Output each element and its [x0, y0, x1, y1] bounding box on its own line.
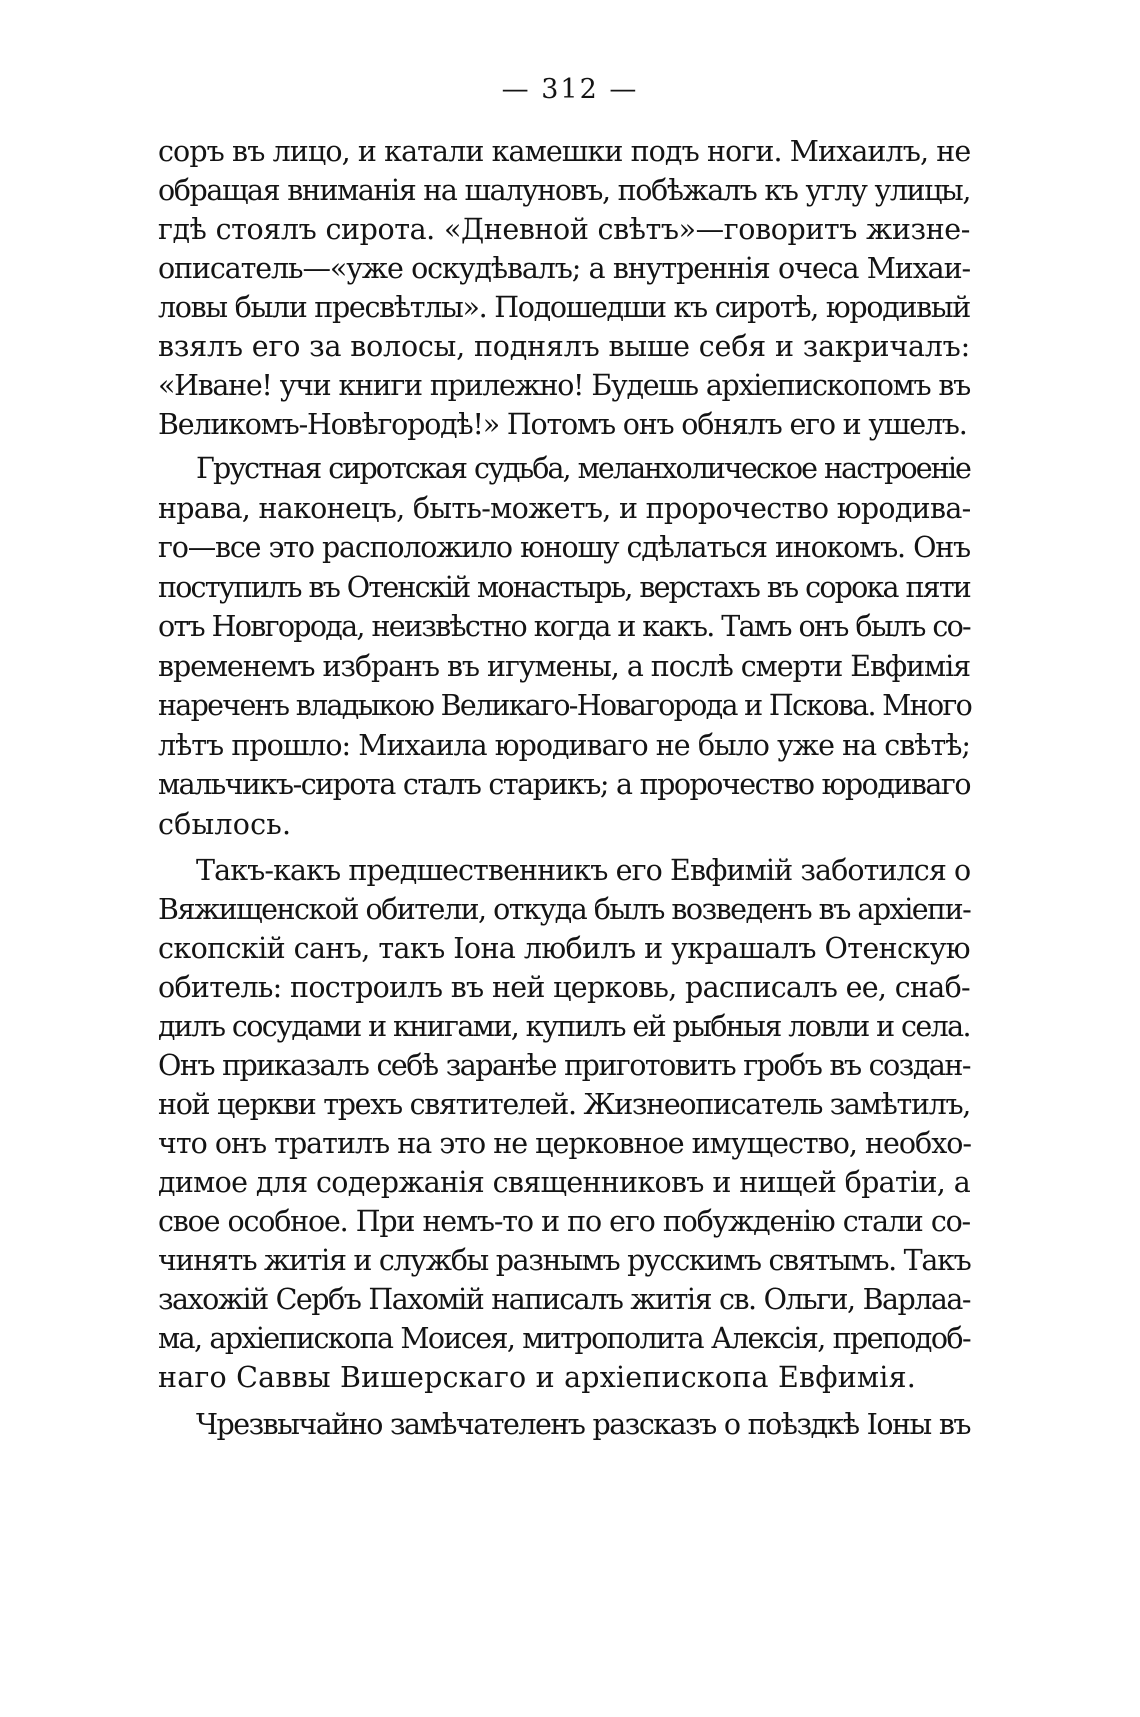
text-line: Чрезвычайно замѣчателенъ разсказъ о поѣздкѣ Іоны въ [196, 1408, 970, 1441]
text-line: обращая вниманія на шалуновъ, побѣжалъ къ углу улицы, [158, 174, 970, 207]
text-line: захожій Сербъ Пахомій написалъ житія св. Ольги, Варлаа- [158, 1283, 970, 1316]
text-line: наго Саввы Вишерскаго и архіепископа Евфимія. [158, 1361, 917, 1394]
text-line: Грустная сиротская судьба, меланхолическое настроеніе [196, 452, 970, 485]
text-line: Онъ приказалъ себѣ заранѣе приготовить гробъ въ создан- [158, 1049, 970, 1082]
text-line: сбылось. [158, 808, 292, 841]
text-line: Вяжищенской обители, откуда былъ возведенъ въ архіепи- [158, 893, 971, 926]
text-line: мальчикъ-сирота сталъ старикъ; а пророчество юродиваго [158, 768, 970, 801]
text-line: соръ въ лицо, и катали камешки подъ ноги. Михаилъ, не [158, 135, 971, 168]
text-line: Такъ-какъ предшественникъ его Евфимій заботился о [196, 854, 971, 887]
text-line: что онъ тратилъ на это не церковное имущество, необхо- [158, 1127, 972, 1160]
page-number: — 312 — [501, 74, 639, 105]
text-line: Великомъ-Новѣгородѣ!» Потомъ онъ обнялъ его и ушелъ. [158, 408, 967, 441]
text-line: нрава, наконецъ, быть-можетъ, и пророчество юродива- [158, 492, 971, 525]
text-line: лѣтъ прошло: Михаила юродиваго не было уже на свѣтѣ; [158, 729, 970, 762]
text-line: димое для содержанія священниковъ и нищей братіи, а [158, 1166, 970, 1199]
text-line: ма, архіепископа Моисея, митрополита Алексія, преподоб- [158, 1322, 970, 1355]
text-line: чинять житія и службы разнымъ русскимъ святымъ. Такъ [158, 1244, 971, 1277]
text-line: временемъ избранъ въ игумены, а послѣ смерти Евфимія [158, 650, 970, 683]
text-line: описатель—«уже оскудѣвалъ; а внутреннія очеса Михаи- [158, 252, 970, 285]
text-line: отъ Новгорода, неизвѣстно когда и какъ. Тамъ онъ былъ со- [158, 610, 970, 643]
text-line: свое особное. При немъ-то и по его побужденію стали со- [158, 1205, 970, 1238]
text-line: «Иване! учи книги прилежно! Будешь архіепископомъ въ [158, 369, 970, 402]
text-line: гдѣ стоялъ сирота. «Дневной свѣтъ»—говоритъ жизне- [158, 213, 970, 246]
text-line: го—все это расположило юношу сдѣлаться инокомъ. Онъ [158, 531, 970, 564]
text-line: дилъ сосудами и книгами, купилъ ей рыбныя ловли и села. [158, 1010, 970, 1043]
text-line: ной церкви трехъ святителей. Жизнеописатель замѣтилъ, [158, 1088, 971, 1121]
text-line: обитель: построилъ въ ней церковь, расписалъ ее, снаб- [158, 971, 970, 1004]
text-line: ловы были пресвѣтлы». Подошедши къ сиротѣ, юродивый [158, 291, 970, 324]
text-line: поступилъ въ Отенскій монастырь, верстахъ въ сорока пяти [158, 571, 970, 604]
text-line: взялъ его за волосы, поднялъ выше себя и закричалъ: [158, 330, 970, 363]
text-line: скопскій санъ, такъ Іона любилъ и украшалъ Отенскую [158, 932, 970, 965]
text-line: нареченъ владыкою Великаго-Новагорода и Пскова. Много [158, 689, 972, 722]
